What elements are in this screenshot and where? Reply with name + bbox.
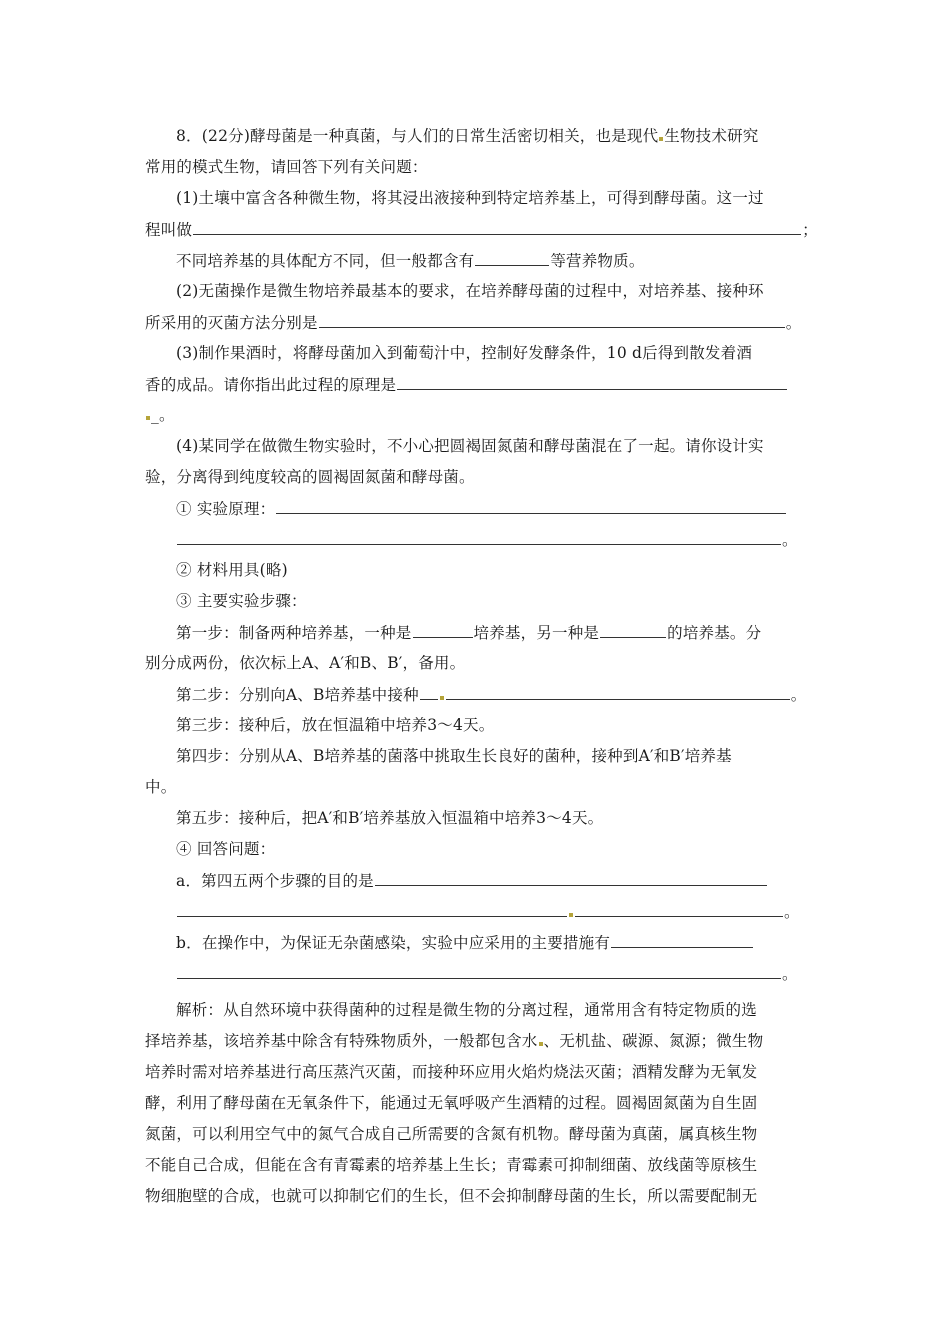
step1-line-a <box>176 622 761 643</box>
qa-prompt: a．第四五两个步骤的目的是 <box>176 872 374 890</box>
part1-prompt-2: 不同培养基的具体配方不同，但一般都含有 <box>176 252 475 270</box>
answer-blank[interactable] <box>600 622 666 638</box>
part1-line-a: (1)土壤中富含各种微生物，将其浸出液接种到特定培养基上，可得到酵母菌。这一过 <box>176 189 764 207</box>
part3-line-b <box>145 374 788 395</box>
question-line-1 <box>145 126 758 146</box>
part4-line-b: 验，分离得到纯度较高的圆褐固氮菌和酵母菌。 <box>145 468 475 486</box>
answer-heading: ④ 回答问题： <box>176 840 276 858</box>
principle-line-2 <box>176 529 798 550</box>
step1-prompt-end: 的培养基。分 <box>667 624 762 642</box>
part3-line-a: (3)制作果酒时，将酵母菌加入到葡萄汁中，控制好发酵条件，10 d后得到散发着酒 <box>176 344 753 362</box>
punct: 。 <box>784 903 800 921</box>
analysis-line-2 <box>145 1031 763 1051</box>
qb-line-2 <box>176 963 798 984</box>
part1-prompt: 程叫做 <box>145 221 193 239</box>
qb-line <box>176 932 754 953</box>
answer-blank[interactable] <box>193 219 801 235</box>
part2-line-b <box>145 312 801 333</box>
step1-line-b: 别分成两份，依次标上A、A′和B、B′，备用。 <box>145 654 466 672</box>
answer-blank[interactable] <box>475 250 549 266</box>
analysis-text-cont: 、无机盐、碳源、氮源；微生物 <box>543 1032 764 1050</box>
punct: 。 <box>782 965 798 983</box>
punct: 。 <box>790 686 807 704</box>
answer-blank[interactable] <box>177 901 567 917</box>
step5-line: 第五步：接种后，把A′和B′培养基放入恒温箱中培养3～4天。 <box>176 809 604 827</box>
highlight-mark <box>539 1042 543 1046</box>
analysis-line-6: 不能自己合成，但能在含有青霉素的培养基上生长；青霉素可抑制细菌、放线菌等原核生 <box>145 1156 758 1174</box>
answer-blank[interactable] <box>177 963 781 979</box>
step1-prompt-mid: 培养基，另一种是 <box>473 624 600 642</box>
materials-line: ② 材料用具(略) <box>176 561 288 579</box>
principle-label: ① 实验原理： <box>176 500 276 518</box>
highlight-mark <box>659 137 663 141</box>
part3-line-c <box>145 405 175 425</box>
question-intro-cont: 生物技术研究 <box>664 127 759 145</box>
part3-prompt: 香的成品。请你指出此过程的原理是 <box>145 376 397 394</box>
punct: 。 <box>785 314 802 332</box>
answer-blank[interactable] <box>420 684 438 700</box>
analysis-line-1: 解析：从自然环境中获得菌种的过程是微生物的分离过程，通常用含有特定物质的选 <box>176 1001 757 1019</box>
step2-prompt: 第二步：分别向A、B培养基中接种 <box>176 686 419 704</box>
step4-line-b: 中。 <box>145 778 177 796</box>
answer-blank[interactable] <box>575 901 783 917</box>
qb-prompt: b．在操作中，为保证无杂菌感染，实验中应采用的主要措施有 <box>176 934 611 952</box>
answer-blank[interactable] <box>276 498 786 514</box>
highlight-mark <box>146 416 150 420</box>
part1-prompt-2-end: 等营养物质。 <box>550 252 645 270</box>
analysis-line-3: 培养时需对培养基进行高压蒸汽灭菌，而接种环应用火焰灼烧法灭菌；酒精发酵为无氧发 <box>145 1063 758 1081</box>
analysis-line-7: 物细胞壁的合成，也就可以抑制它们的生长，但不会抑制酵母菌的生长，所以需要配制无 <box>145 1187 758 1205</box>
part2-line-a: (2)无菌操作是微生物培养最基本的要求，在培养酵母菌的过程中，对培养基、接种环 <box>176 282 764 300</box>
punct: ； <box>802 221 818 239</box>
step4-line-a: 第四步：分别从A、B培养基的菌落中挑取生长良好的菌种，接种到A′和B′培养基 <box>176 747 732 765</box>
part3-end: _。 <box>151 406 175 424</box>
answer-blank[interactable] <box>177 529 781 545</box>
analysis-text: 择培养基，该培养基中除含有特殊物质外，一般都包含水 <box>145 1032 538 1050</box>
step1-prompt: 第一步：制备两种培养基，一种是 <box>176 624 412 642</box>
principle-line <box>176 498 787 519</box>
part2-prompt: 所采用的灭菌方法分别是 <box>145 314 318 332</box>
part4-line-a: (4)某同学在做微生物实验时，不小心把圆褐固氮菌和酵母菌混在了一起。请你设计实 <box>176 437 764 455</box>
steps-heading: ③ 主要实验步骤： <box>176 592 307 610</box>
highlight-mark <box>440 696 444 700</box>
part1-line-b <box>145 219 818 240</box>
question-line-2: 常用的模式生物，请回答下列有关问题： <box>145 158 428 176</box>
answer-blank[interactable] <box>446 684 790 700</box>
part1-line-c <box>176 250 645 271</box>
answer-blank[interactable] <box>319 312 785 328</box>
step2-line <box>176 684 807 705</box>
qa-line <box>176 870 768 891</box>
analysis-line-5: 氮菌，可以利用空气中的氮气合成自己所需要的含氮有机物。酵母菌为真菌，属真核生物 <box>145 1125 758 1143</box>
analysis-line-4: 酵，利用了酵母菌在无氧条件下，能通过无氧呼吸产生酒精的过程。圆褐固氮菌为自生固 <box>145 1094 758 1112</box>
answer-blank[interactable] <box>375 870 767 886</box>
answer-blank[interactable] <box>611 932 753 948</box>
answer-blank[interactable] <box>397 374 787 390</box>
highlight-mark <box>569 913 573 917</box>
punct: 。 <box>782 531 798 549</box>
question-intro: 8．(22分)酵母菌是一种真菌，与人们的日常生活密切相关，也是现代 <box>176 127 659 145</box>
step3-line: 第三步：接种后，放在恒温箱中培养3～4天。 <box>176 716 495 734</box>
qa-line-2 <box>176 901 800 922</box>
answer-blank[interactable] <box>413 622 473 638</box>
